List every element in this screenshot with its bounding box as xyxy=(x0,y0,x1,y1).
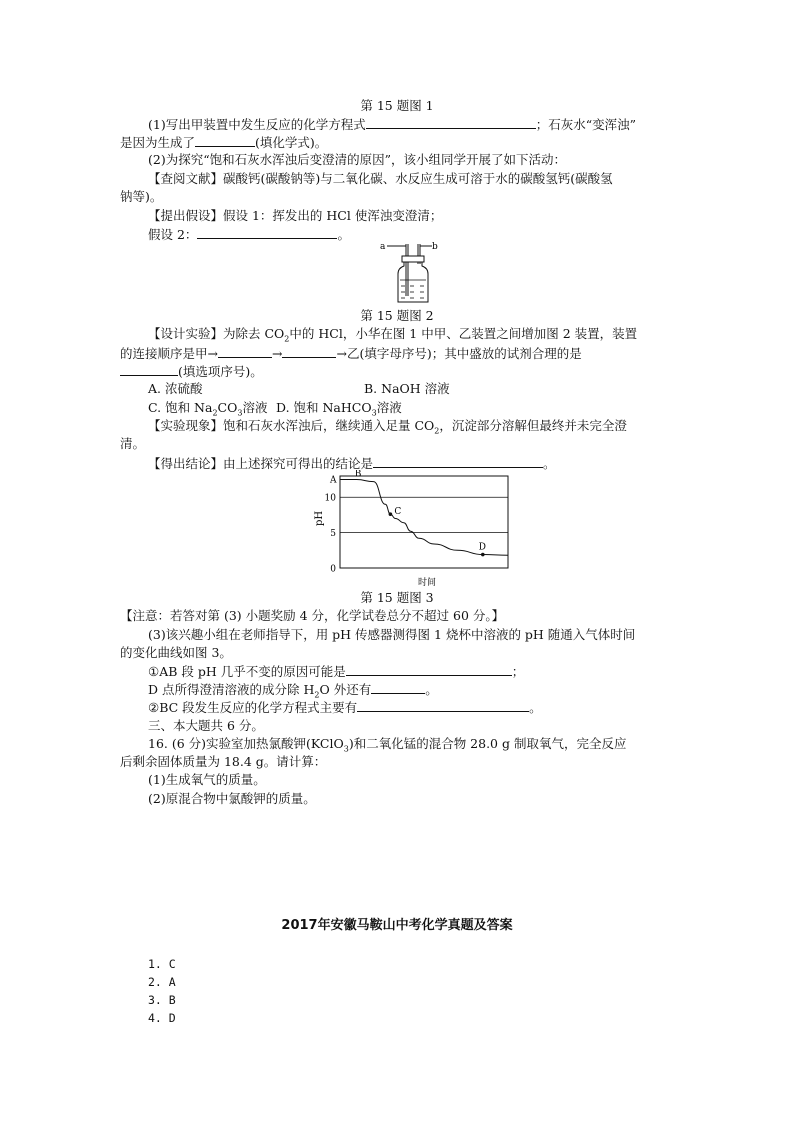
q1-text-b: ；石灰水“变浑浊” xyxy=(535,117,636,132)
arrow: → xyxy=(271,346,283,361)
q3-sub2 xyxy=(148,699,542,716)
phenomenon-line2: 清。 xyxy=(120,436,146,451)
conclusion-label: 【得出结论】由上述探究可得出的结论是 xyxy=(148,456,374,471)
point-label-c: C xyxy=(394,507,402,518)
phenomenon-a: 【实验现象】饱和石灰水浑浊后，继续通入足量 CO xyxy=(148,418,435,433)
hypothesis-2-blank[interactable] xyxy=(197,226,337,239)
q16-item1: (1)生成氧气的质量。 xyxy=(148,772,266,787)
q16-line2: 后剩余固体质量为 18.4 g。请计算： xyxy=(120,754,327,769)
y-axis-label: pH xyxy=(314,510,325,526)
option-c-sub2: 3 xyxy=(237,408,243,418)
fig3-caption: 第 15 题图 3 xyxy=(360,590,434,605)
q1-line2-text: 是因为生成了 xyxy=(120,135,196,150)
connection-blank-2[interactable] xyxy=(282,345,336,358)
q16-line1-a: 16. (6 分)实验室加热氯酸钾(KClO xyxy=(148,736,344,751)
option-c-a: C. 饱和 Na xyxy=(148,400,213,415)
point-label-b: B xyxy=(354,470,362,480)
design-text-b: 中的 HCl，小华在图 1 中甲、乙装置之间增加图 2 装置，装置 xyxy=(289,326,638,341)
answer-4: 4. D xyxy=(148,1011,176,1025)
hypothesis-2-end: 。 xyxy=(337,227,350,242)
hypothesis-2-label: 假设 2： xyxy=(148,227,198,242)
conclusion-blank[interactable] xyxy=(373,455,543,468)
fig2-caption: 第 15 题图 2 xyxy=(360,308,434,323)
q1-line2-end: (填化学式)。 xyxy=(255,135,328,150)
option-d-a: D. 饱和 NaHCO xyxy=(276,400,372,415)
design-line3 xyxy=(120,363,263,380)
q3-sub1-end: ； xyxy=(511,664,525,679)
option-d-sub: 3 xyxy=(371,408,377,418)
design-line2-start: 的连接顺序是甲→ xyxy=(120,346,218,361)
design-line1 xyxy=(148,326,637,342)
option-c-sub1: 2 xyxy=(212,408,218,418)
option-c-c: 溶液 xyxy=(242,400,268,415)
design-text-a: 【设计实验】为除去 CO xyxy=(148,326,285,341)
q2-literature-1: 【查阅文献】碳酸钙(碳酸钠等)与二氧化碳、水反应生成可溶于水的碳酸氢钙(碳酸氢 xyxy=(148,171,613,186)
point-label-a: A xyxy=(330,475,337,486)
option-d-b: 溶液 xyxy=(376,400,402,415)
fig2-label-b: b xyxy=(432,242,438,252)
q3-sub1c-end: 。 xyxy=(425,682,438,697)
q2-literature-2: 钠等)。 xyxy=(120,189,163,204)
section-3-heading: 三、本大题共 6 分。 xyxy=(148,718,264,733)
ph-chart xyxy=(306,470,520,590)
q3-sub1c xyxy=(148,681,438,698)
q16-line1-b: )和二氧化锰的混合物 28.0 g 制取氧气，完全反应 xyxy=(348,736,627,751)
answer-2: 2. A xyxy=(148,975,176,989)
fig1-caption: 第 15 题图 1 xyxy=(360,98,434,113)
q3-sub1 xyxy=(148,663,524,680)
q3-sub1c-sub: 2 xyxy=(314,690,320,700)
y-tick-label-0: 0 xyxy=(330,564,336,575)
q3-sub2-end: 。 xyxy=(529,700,542,715)
conclusion-end: 。 xyxy=(543,456,556,471)
ab-reason-blank[interactable] xyxy=(346,663,512,676)
option-c-b: CO xyxy=(217,400,238,415)
q3-line2: 的变化曲线如图 3。 xyxy=(120,645,232,660)
fig2-label-a: a xyxy=(380,242,386,252)
point-d-marker xyxy=(481,553,485,557)
design-line2-end: →乙(填字母序号)；其中盛放的试剂合理的是 xyxy=(336,346,582,361)
q3-sub2-text: ②BC 段发生反应的化学方程式主要有 xyxy=(148,700,358,715)
q1-line1 xyxy=(148,116,636,133)
gas-washing-bottle-diagram xyxy=(380,240,446,306)
option-d xyxy=(276,400,402,416)
point-label-d: D xyxy=(478,542,487,553)
q3-line1: (3)该兴趣小组在老师指导下，用 pH 传感器测得图 1 烧杯中溶液的 pH 随通入气体时间 xyxy=(148,627,636,642)
q3-sub1-text: ①AB 段 pH 几乎不变的原因可能是 xyxy=(148,664,346,679)
q16-line1 xyxy=(148,736,626,752)
design-line2 xyxy=(120,345,582,362)
q3-sub1c-b: O 外还有 xyxy=(319,682,372,697)
phenomenon-sub: 2 xyxy=(434,426,440,436)
reagent-option-blank[interactable] xyxy=(120,363,178,376)
q1-formula-blank[interactable] xyxy=(195,134,255,147)
answer-1: 1. C xyxy=(148,957,176,971)
q16-sub: 3 xyxy=(343,744,349,754)
y-tick-label-10: 10 xyxy=(324,493,336,504)
d-point-component-blank[interactable] xyxy=(371,681,425,694)
q2-hypothesis-1: 【提出假设】假设 1：挥发出的 HCl 使浑浊变澄清； xyxy=(148,208,443,223)
q1-line2 xyxy=(120,134,327,151)
option-a: A. 浓硫酸 xyxy=(148,381,203,396)
q16-item2: (2)原混合物中氯酸钾的质量。 xyxy=(148,791,316,806)
x-axis-label: 时间 xyxy=(418,578,437,588)
q3-sub1c-a: D 点所得澄清溶液的成分除 H xyxy=(148,682,315,697)
bc-equation-blank[interactable] xyxy=(357,699,529,712)
q2-hypothesis-2 xyxy=(148,226,350,243)
design-sub: 2 xyxy=(284,334,290,344)
q1-text: (1)写出甲装置中发生反应的化学方程式 xyxy=(148,117,366,132)
y-tick-label-5: 5 xyxy=(330,529,336,540)
q2-intro: (2)为探究“饱和石灰水浑浊后变澄清的原因”，该小组同学开展了如下活动： xyxy=(148,152,566,167)
design-line3-text: (填选项序号)。 xyxy=(178,364,263,379)
answer-3: 3. B xyxy=(148,993,176,1007)
point-c-marker xyxy=(389,512,393,516)
option-b: B. NaOH 溶液 xyxy=(364,381,450,396)
bonus-note: 【注意：若答对第 (3) 小题奖励 4 分，化学试卷总分不超过 60 分。】 xyxy=(120,608,505,623)
q1-equation-blank[interactable] xyxy=(366,116,536,129)
option-c xyxy=(148,400,267,416)
answer-title: 2017年安徽马鞍山中考化学真题及答案 xyxy=(281,918,513,933)
phenomenon-line1 xyxy=(148,418,627,434)
phenomenon-b: ，沉淀部分溶解但最终并未完全澄 xyxy=(439,418,627,433)
connection-blank-1[interactable] xyxy=(218,345,272,358)
